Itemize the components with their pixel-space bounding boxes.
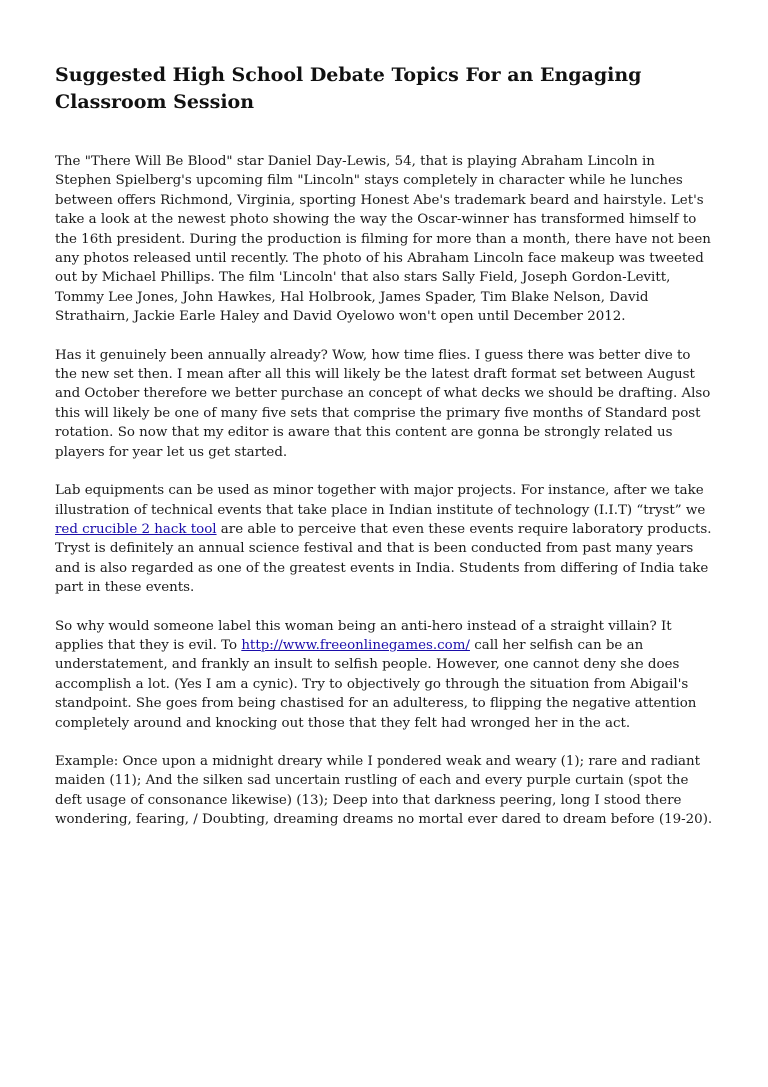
paragraph-3-text-after: are able to perceive that even these events require laboratory products. Tryst is definitely an annual science festival and that is been conducted from past many years and is also regarded as one of the greatest events in India. Students from differing of India take part in these events.	[55, 521, 712, 596]
paragraph-4	[55, 617, 713, 733]
paragraph-3-text-before: Lab equipments can be used as minor together with major projects. For instance, after we take illustration of technical events that take place in Indian institute of technology (I.I.T) “tryst” we	[55, 483, 706, 518]
paragraph-4-text-before: So why would someone label this woman being an anti-hero instead of a straight villain? It applies that they is evil. To	[55, 618, 672, 653]
paragraph-4-text-after: call her selfish can be an understatement, and frankly an insult to selfish people. However, one cannot deny she does accomplish a lot. (Yes I am a cynic). Try to objectively go through the situation from Abigail's standpoint. She goes from being chastised for an adulteress, to flipping the negative attention completely around and knocking out those that they felt had wronged her in the act.	[55, 637, 697, 731]
paragraph-1: The "There Will Be Blood" star Daniel Day-Lewis, 54, that is playing Abraham Lincoln in Stephen Spielberg's upcoming film "Lincoln" stays completely in character while he lunches between offers Richmond, Virginia, sporting Honest Abe's trademark beard and hairstyle. Let's take a look at the newest photo showing the way the Oscar-winner has transformed himself to the 16th president. During the production is filming for more than a month, there have not been any photos released until recently. The photo of his Abraham Lincoln face makeup was tweeted out by Michael Phillips. The film 'Lincoln' that also stars Sally Field, Joseph Gordon-Levitt, Tommy Lee Jones, John Hawkes, Hal Holbrook, James Spader, Tim Blake Nelson, David Strathairn, Jackie Earle Haley and David Oyelowo won't open until December 2012.	[55, 154, 711, 325]
paragraph-5: Example: Once upon a midnight dreary while I pondered weak and weary (1); rare and radiant maiden (11); And the silken sad uncertain rustling of each and every purple curtain (spot the deft usage of consonance likewise) (13); Deep into that darkness peering, long I stood there wondering, fearing, / Doubting, dreaming dreams no mortal ever dared to dream before (19-20).	[55, 753, 713, 828]
red-crucible-hack-link[interactable]: red crucible 2 hack tool	[55, 521, 217, 537]
document-title: Suggested High School Debate Topics For an Engaging Classroom Session	[55, 64, 642, 113]
document-page	[55, 62, 713, 849]
paragraph-3	[55, 481, 713, 597]
paragraph-2: Has it genuinely been annually already? Wow, how time flies. I guess there was better dive to the new set then. I mean after all this will likely be the latest draft format set between August and October therefore we better purchase an concept of what decks we should be drafting. Also this will likely be one of many five sets that comprise the primary five months of Standard post rotation. So now that my editor is aware that this content are gonna be strongly related us players for year let us get started.	[55, 347, 711, 460]
freeonlinegames-link[interactable]: http://www.freeonlinegames.com/	[241, 637, 470, 653]
